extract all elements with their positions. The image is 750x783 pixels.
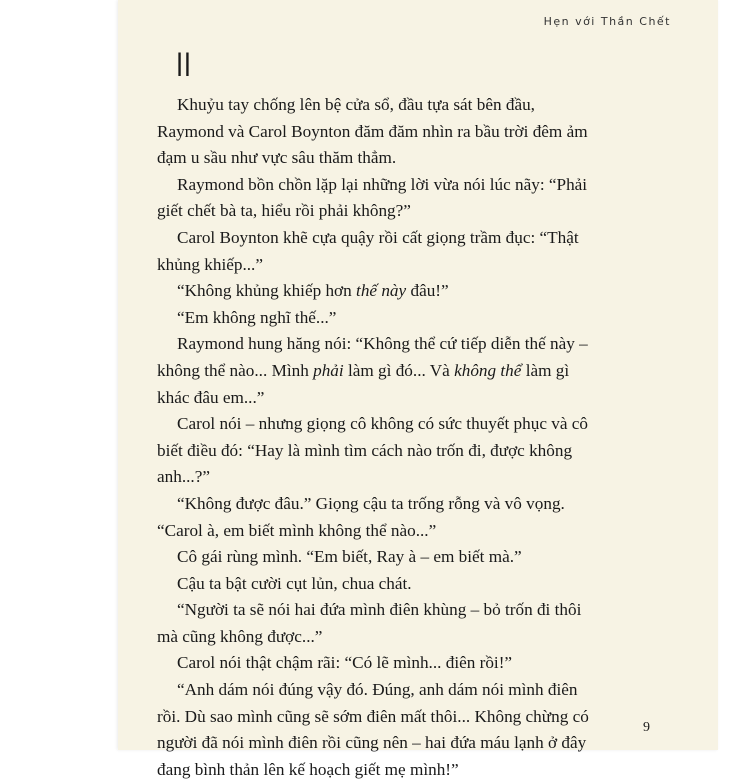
page-number: 9 — [643, 720, 650, 735]
text-run: Raymond hung hăng nói: “Không thể cứ tiếp diễn thế này – không thể nào... Mình — [157, 334, 588, 380]
text-run: làm gì đó... Và — [343, 360, 455, 380]
text-run: Raymond bồn chồn lặp lại những lời vừa nói lúc nãy: “Phải giết chết bà ta, hiểu rồi phải không?” — [157, 174, 588, 221]
paragraph — [157, 278, 597, 305]
italic-text: không thể — [454, 360, 522, 380]
text-run: “Không khủng khiếp hơn — [177, 281, 357, 301]
paragraph — [157, 597, 597, 650]
chapter-number: II — [176, 46, 192, 84]
text-run: “Không được đâu.” Giọng cậu ta trống rỗng và vô vọng. “Carol à, em biết mình không thể nào...” — [157, 493, 565, 540]
paragraph — [157, 172, 597, 225]
text-run: Carol nói – nhưng giọng cô không có sức thuyết phục và cô biết điều đó: “Hay là mình tìm cách nào trốn đi, được không anh...?” — [157, 414, 589, 487]
text-run: “Em không nghĩ thế...” — [177, 307, 337, 327]
text-run: “Người ta sẽ nói hai đứa mình điên khùng – bỏ trốn đi thôi mà cũng không được...” — [157, 600, 582, 646]
text-run: đâu!” — [406, 281, 449, 301]
paragraph — [157, 544, 597, 571]
text-run: Khuỷu tay chống lên bệ cửa sổ, đầu tựa sát bên đầu, Raymond và Carol Boynton đăm đăm nhìn ra bầu trời đêm ảm đạm u sầu như vực sâu thăm thẳm. — [157, 95, 588, 168]
paragraph — [157, 225, 597, 278]
text-run: Cậu ta bật cười cụt lủn, chua chát. — [177, 573, 412, 593]
text-run: Carol Boynton khẽ cựa quậy rồi cất giọng trầm đục: “Thật khủng khiếp...” — [157, 227, 579, 274]
paragraph — [157, 331, 597, 411]
paragraph — [157, 491, 597, 544]
italic-text: phải — [313, 360, 344, 380]
italic-text: thế này — [356, 281, 407, 301]
paragraph — [157, 650, 597, 677]
text-run: Carol nói thật chậm rãi: “Có lẽ mình... điên rồi!” — [177, 653, 513, 673]
paragraph — [157, 411, 597, 491]
text-run: Cô gái rùng mình. “Em biết, Ray à – em biết mà.” — [177, 547, 522, 567]
paragraph — [157, 677, 597, 783]
paragraph — [157, 305, 597, 332]
paragraph — [157, 571, 597, 598]
text-run: “Anh dám nói đúng vậy đó. Đúng, anh dám nói mình điên rồi. Dù sao mình cũng sẽ sớm điên mất thôi... Không chừng có người đã nói mình điên rồi cũng nên – hai đứa máu lạnh ở đây đang bình thản lên kế hoạch giết mẹ mình!” — [157, 680, 589, 779]
text-run: làm gì khác đâu em...” — [157, 360, 570, 407]
body-text — [157, 92, 597, 783]
book-page — [118, 0, 718, 779]
paragraph — [157, 92, 597, 172]
running-head: Hẹn với Thần Chết — [543, 15, 671, 28]
